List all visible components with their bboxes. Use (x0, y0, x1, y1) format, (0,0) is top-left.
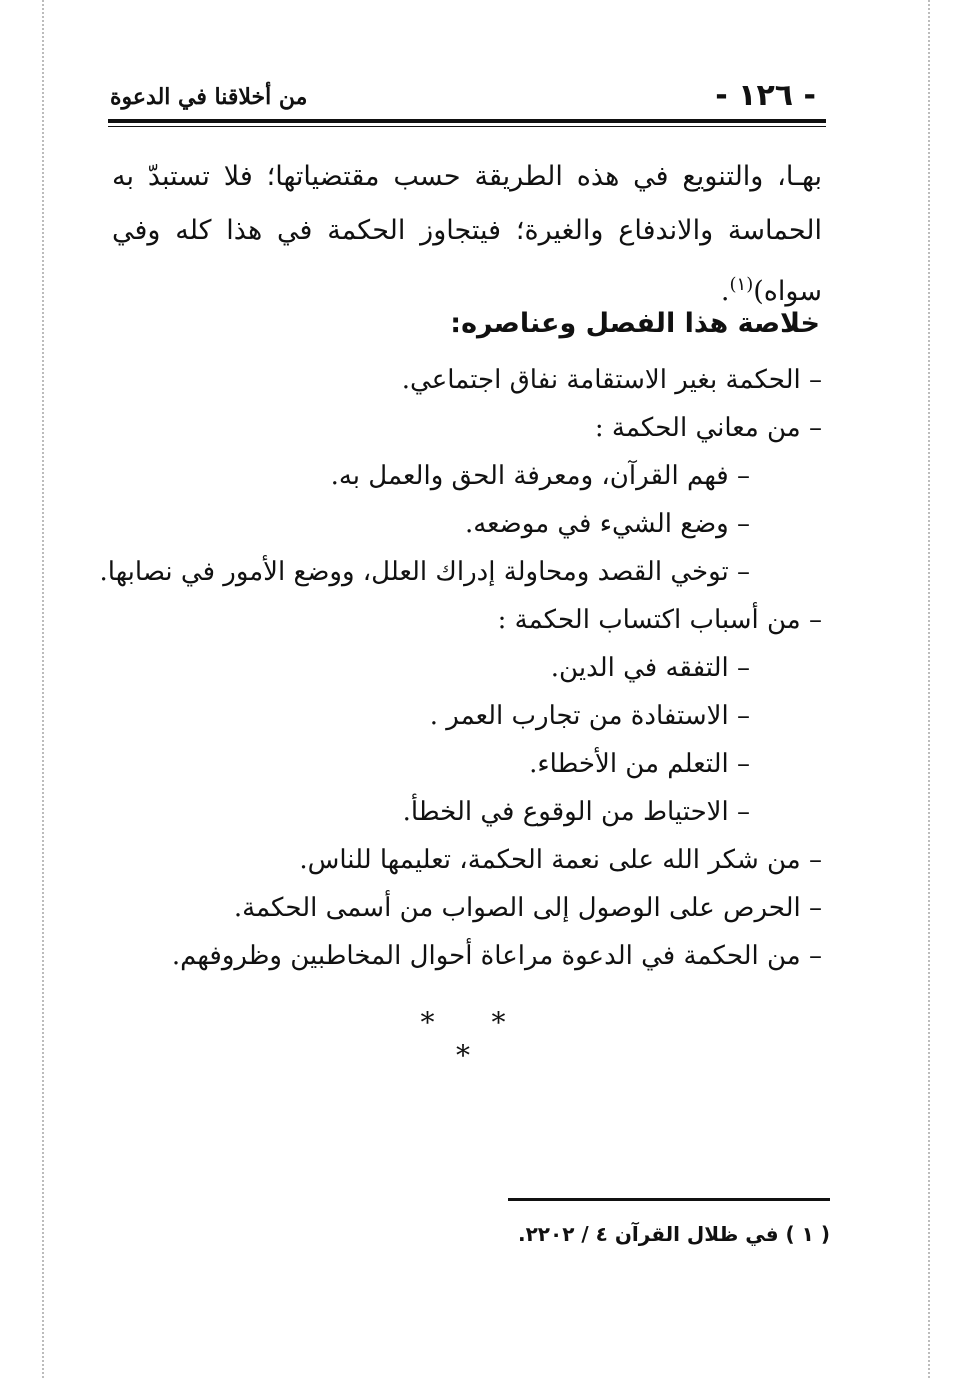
footnote-reference: (١) (729, 274, 754, 295)
summary-item: – الحكمة بغير الاستقامة نفاق اجتماعي. (401, 365, 822, 395)
summary-list (99, 356, 822, 980)
summary-item: – من شكر الله على نعمة الحكمة، تعليمها للناس. (299, 845, 822, 875)
running-title: من أخلاقنا في الدعوة (110, 84, 308, 110)
paragraph-end: . (720, 276, 730, 307)
section-separator: * * * (420, 1006, 530, 1072)
summary-subitem: – توخي القصد ومحاولة إدراك العلل، ووضع الأمور في نصابها. (99, 557, 750, 587)
page-number: - ١٢٦ - (715, 78, 816, 113)
footnote-rule (508, 1198, 830, 1201)
summary-item: – من الحكمة في الدعوة مراعاة أحوال المخاطبين وظروفهم. (171, 941, 822, 971)
summary-item: – من أسباب اكتساب الحكمة : (497, 605, 822, 635)
summary-subitem: – فهم القرآن، ومعرفة الحق والعمل به. (330, 461, 750, 491)
footnote: ( ١ ) في ظلال القرآن ٤ / ٢٢٠٢. (517, 1222, 830, 1246)
section-title: خلاصة هذا الفصل وعناصره: (450, 308, 820, 339)
body-paragraph (112, 150, 822, 319)
header-rule-thin (108, 126, 826, 127)
summary-subitem: – التفقه في الدين. (550, 653, 750, 683)
paragraph-text: بهـا، والتنويع في هذه الطريقة حسب مقتضياتها؛ فلا تستبدّ به الحماسة والاندفاع والغيرة؛ فيتجاوز الحكمة في هذا كله وفي سواه) (112, 161, 822, 307)
summary-item: – من معاني الحكمة : (594, 413, 822, 443)
summary-subitem: – الاحتياط من الوقوع في الخطأ. (402, 797, 750, 827)
summary-subitem: – الاستفادة من تجارب العمر . (429, 701, 750, 731)
scan-edge-right (928, 0, 930, 1378)
scan-edge-left (42, 0, 44, 1378)
header-rule-thick (108, 119, 826, 123)
summary-item: – الحرص على الوصول إلى الصواب من أسمى الحكمة. (233, 893, 822, 923)
summary-subitem: – التعلم من الأخطاء. (529, 749, 750, 779)
page-header (110, 78, 822, 118)
summary-subitem: – وضع الشيء في موضعه. (464, 509, 750, 539)
